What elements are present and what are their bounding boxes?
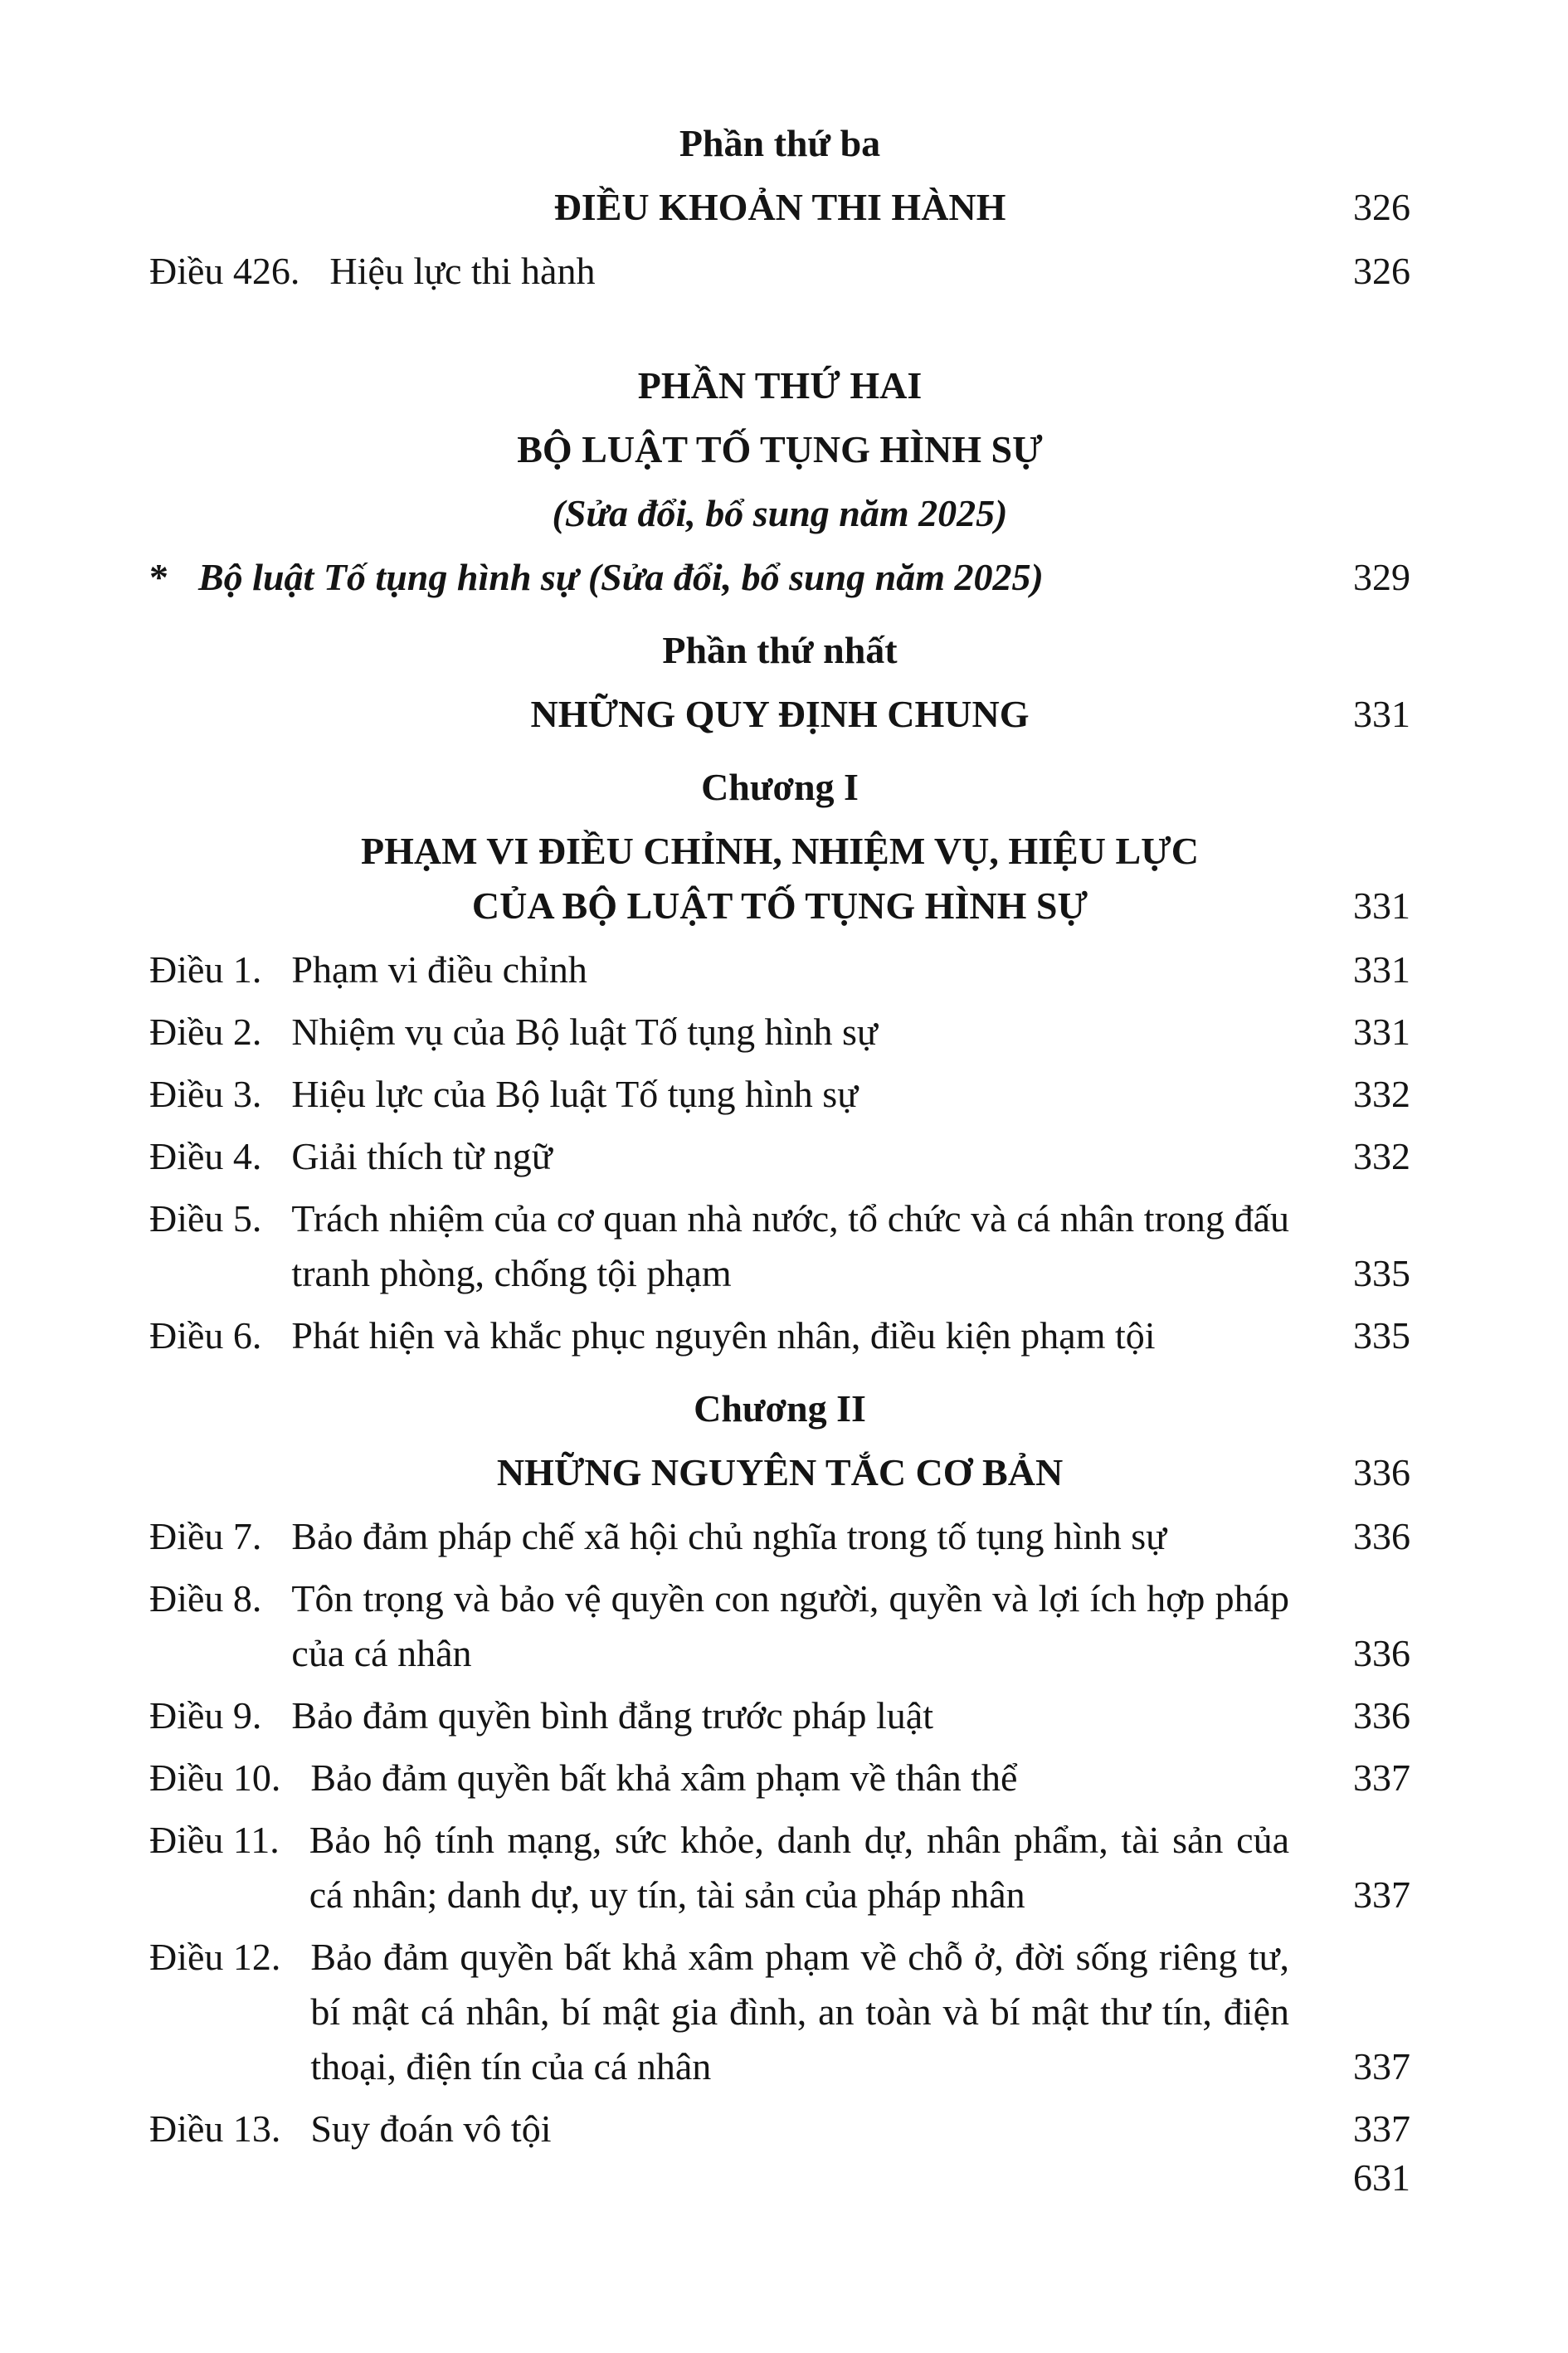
toc-entry-label: Điều 12. <box>149 1936 281 1978</box>
toc-heading-line <box>149 1381 1410 1436</box>
toc-entry <box>149 1191 1410 1301</box>
toc-entry-text: Phạm vi điều chỉnh <box>291 948 587 991</box>
toc-heading-line <box>149 623 1410 678</box>
toc-heading-text: NHỮNG QUY ĐỊNH CHUNG <box>530 693 1030 735</box>
toc-heading-text: Chương II <box>694 1387 866 1430</box>
toc-heading-line <box>149 358 1410 413</box>
toc-heading <box>149 116 1410 171</box>
toc-entry-label: Điều 1. <box>149 948 262 991</box>
toc-entry-label: Điều 3. <box>149 1073 262 1115</box>
toc-entry-label: Điều 8. <box>149 1577 262 1620</box>
toc-heading <box>149 1381 1410 1436</box>
toc-entry-page-number: 335 <box>1353 1252 1410 1294</box>
toc-heading-text: Phần thứ ba <box>679 122 881 164</box>
toc-heading <box>149 623 1410 678</box>
toc-entry-text: Bảo hộ tính mạng, sức khỏe, danh dự, nhân phẩm, tài sản của cá nhân; danh dự, uy tín, tài sản của pháp nhân <box>309 1819 1289 1916</box>
page-folio-number: 631 <box>1353 2156 1410 2199</box>
toc-entry-text: Trách nhiệm của cơ quan nhà nước, tổ chức và cá nhân trong đấu tranh phòng, chống tội phạm <box>291 1197 1289 1294</box>
toc-entry-text: Tôn trọng và bảo vệ quyền con người, quyền và lợi ích hợp pháp của cá nhân <box>291 1577 1289 1674</box>
toc-entry-label: Điều 9. <box>149 1694 262 1737</box>
toc-entry-text: Nhiệm vụ của Bộ luật Tố tụng hình sự <box>291 1011 878 1053</box>
toc-entry <box>149 1308 1410 1363</box>
toc-entry <box>149 1067 1410 1122</box>
toc-heading-line <box>149 687 1410 742</box>
toc-heading-line <box>149 879 1410 933</box>
toc-entry <box>149 1751 1410 1805</box>
toc-entry <box>149 943 1410 997</box>
toc-entry <box>149 1688 1410 1743</box>
toc-entry-text: Bảo đảm quyền bất khả xâm phạm về thân thể <box>310 1756 1018 1799</box>
toc-heading <box>149 1445 1410 1500</box>
toc-entry <box>149 550 1410 605</box>
toc-entry <box>149 1005 1410 1060</box>
toc-heading <box>149 358 1410 413</box>
toc-entry <box>149 2102 1410 2156</box>
toc-heading-text: CỦA BỘ LUẬT TỐ TỤNG HÌNH SỰ <box>471 884 1088 927</box>
toc-heading-text: Phần thứ nhất <box>662 629 898 671</box>
toc-heading <box>149 422 1410 477</box>
toc-entry-label: Điều 13. <box>149 2107 281 2150</box>
toc-entry-label: Điều 4. <box>149 1135 262 1177</box>
toc-heading-line <box>149 486 1410 541</box>
toc-heading-text: Chương I <box>701 766 859 808</box>
toc-entry-page-number: 336 <box>1353 1632 1410 1674</box>
toc-entry-page-number: 336 <box>1353 1694 1410 1737</box>
toc-entry <box>149 1129 1410 1184</box>
toc-heading-line <box>149 116 1410 171</box>
toc-heading-line <box>149 824 1410 879</box>
toc-entry-label: Điều 5. <box>149 1197 262 1240</box>
toc-heading <box>149 760 1410 815</box>
toc-heading-text: (Sửa đổi, bổ sung năm 2025) <box>552 492 1008 534</box>
toc-heading-line <box>149 760 1410 815</box>
toc-entry-text: Suy đoán vô tội <box>310 2107 552 2150</box>
toc-entry-page-number: 331 <box>1353 948 1410 991</box>
toc-entry-page-number: 337 <box>1353 1873 1410 1916</box>
toc-heading-line <box>149 422 1410 477</box>
toc-entry-text: Giải thích từ ngữ <box>291 1135 553 1177</box>
toc-entry-text: Hiệu lực thi hành <box>329 250 596 292</box>
toc-entry-page-number: 332 <box>1353 1073 1410 1115</box>
toc-heading-text: BỘ LUẬT TỐ TỤNG HÌNH SỰ <box>517 428 1043 470</box>
toc-heading-text: PHẦN THỨ HAI <box>637 364 923 407</box>
toc-heading-text: PHẠM VI ĐIỀU CHỈNH, NHIỆM VỤ, HIỆU LỰC <box>361 830 1199 872</box>
toc-block-list <box>149 116 1410 2156</box>
toc-heading-page-number: 336 <box>1353 1451 1410 1493</box>
toc-heading-page-number: 326 <box>1353 186 1410 228</box>
toc-entry-page-number: 336 <box>1353 1515 1410 1557</box>
toc-entry-label: Điều 7. <box>149 1515 262 1557</box>
toc-entry-label: Điều 10. <box>149 1756 281 1799</box>
toc-entry-label: Điều 6. <box>149 1314 262 1357</box>
toc-entry-page-number: 326 <box>1353 250 1410 292</box>
toc-entry-text: Bộ luật Tố tụng hình sự (Sửa đổi, bổ sung năm 2025) <box>198 556 1044 598</box>
toc-entry-text: Bảo đảm quyền bất khả xâm phạm về chỗ ở, đời sống riêng tư, bí mật cá nhân, bí mật gia đình, an toàn và bí mật thư tín, điện thoại, điện tín của cá nhân <box>310 1936 1289 2087</box>
toc-heading <box>149 180 1410 235</box>
toc-heading <box>149 486 1410 541</box>
toc-entry-text: Bảo đảm quyền bình đẳng trước pháp luật <box>291 1694 933 1737</box>
toc-entry-label: * <box>149 556 168 598</box>
toc-heading <box>149 687 1410 742</box>
toc-entry-page-number: 329 <box>1353 556 1410 598</box>
toc-heading-page-number: 331 <box>1353 693 1410 735</box>
toc-entry-text: Phát hiện và khắc phục nguyên nhân, điều kiện phạm tội <box>291 1314 1156 1357</box>
toc-heading-line <box>149 1445 1410 1500</box>
toc-entry-label: Điều 426. <box>149 250 300 292</box>
toc-entry-text: Bảo đảm pháp chế xã hội chủ nghĩa trong tố tụng hình sự <box>291 1515 1167 1557</box>
toc-entry-label: Điều 2. <box>149 1011 262 1053</box>
toc-entry-page-number: 337 <box>1353 2107 1410 2150</box>
toc-heading-line <box>149 180 1410 235</box>
toc-heading <box>149 824 1410 933</box>
toc-entry <box>149 244 1410 299</box>
toc-entry <box>149 1930 1410 2094</box>
toc-heading-page-number: 331 <box>1353 884 1410 927</box>
toc-heading-text: NHỮNG NGUYÊN TẮC CƠ BẢN <box>496 1451 1064 1493</box>
toc-entry <box>149 1813 1410 1922</box>
toc-heading-text: ĐIỀU KHOẢN THI HÀNH <box>553 186 1006 228</box>
toc-entry-page-number: 332 <box>1353 1135 1410 1177</box>
toc-entry <box>149 1571 1410 1681</box>
toc-entry-text: Hiệu lực của Bộ luật Tố tụng hình sự <box>291 1073 859 1115</box>
toc-entry <box>149 1509 1410 1564</box>
toc-entry-page-number: 331 <box>1353 1011 1410 1053</box>
toc-entry-label: Điều 11. <box>149 1819 280 1861</box>
toc-entry-page-number: 337 <box>1353 2045 1410 2087</box>
toc-entry-page-number: 337 <box>1353 1756 1410 1799</box>
toc-entry-page-number: 335 <box>1353 1314 1410 1357</box>
